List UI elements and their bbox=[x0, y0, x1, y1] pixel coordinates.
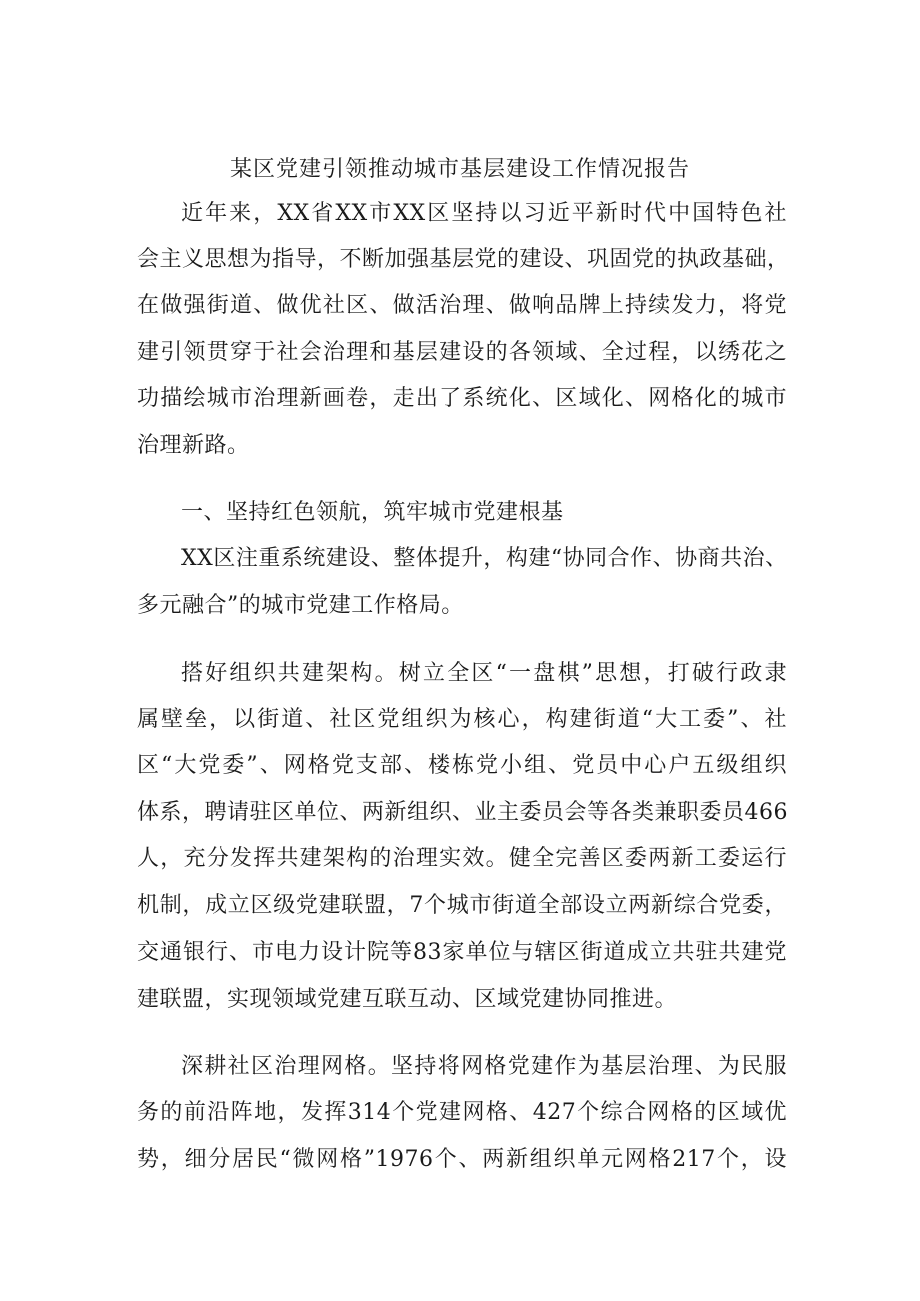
body-line: 体系，聘请驻区单位、两新组织、业主委员会等各类兼职委员466 bbox=[137, 800, 788, 825]
body-line: 近年来，XX省XX市XX区坚持以习近平新时代中国特色社 bbox=[181, 201, 787, 226]
body-line: 建联盟，实现领域党建互联互动、区域党建协同推进。 bbox=[137, 987, 678, 1012]
body-line: 交通银行、市电力设计院等83家单位与辖区街道成立共驻共建党 bbox=[137, 940, 787, 965]
body-line: 深耕社区治理网格。坚持将网格党建作为基层治理、为民服 bbox=[181, 1054, 787, 1079]
body-line: 功描绘城市治理新画卷，走出了系统化、区域化、网格化的城市 bbox=[137, 386, 787, 411]
body-line: 搭好组织共建架构。树立全区“一盘棋”思想，打破行政隶 bbox=[181, 661, 787, 686]
body-line: 多元融合”的城市党建工作格局。 bbox=[137, 593, 464, 618]
body-line: 势，细分居民“微网格”1976个、两新组织单元网格217个，设 bbox=[137, 1147, 787, 1172]
body-line: 一、坚持红色领航，筑牢城市党建根基 bbox=[181, 500, 564, 525]
body-line: 人，充分发挥共建架构的治理实效。健全完善区委两新工委运行 bbox=[137, 846, 787, 871]
body-line: 务的前沿阵地，发挥314个党建网格、427个综合网格的区域优 bbox=[137, 1100, 787, 1125]
body-line: 在做强街道、做优社区、做活治理、做响品牌上持续发力，将党 bbox=[137, 293, 787, 318]
body-line: 属壁垒，以街道、社区党组织为核心，构建街道“大工委”、社 bbox=[137, 707, 787, 732]
body-line: 治理新路。 bbox=[137, 433, 250, 458]
body-line: 机制，成立区级党建联盟，7个城市街道全部设立两新综合党委， bbox=[137, 893, 787, 918]
body-line: XX区注重系统建设、整体提升，构建“协同合作、协商共治、 bbox=[181, 546, 788, 571]
body-line: 建引领贯穿于社会治理和基层建设的各领域、全过程，以绣花之 bbox=[137, 340, 787, 365]
body-line: 区“大党委”、网格党支部、楼栋党小组、党员中心户五级组织 bbox=[137, 753, 787, 778]
body-line: 会主义思想为指导，不断加强基层党的建设、巩固党的执政基础， bbox=[137, 247, 790, 272]
document-title: 某区党建引领推动城市基层建设工作情况报告 bbox=[229, 157, 690, 182]
